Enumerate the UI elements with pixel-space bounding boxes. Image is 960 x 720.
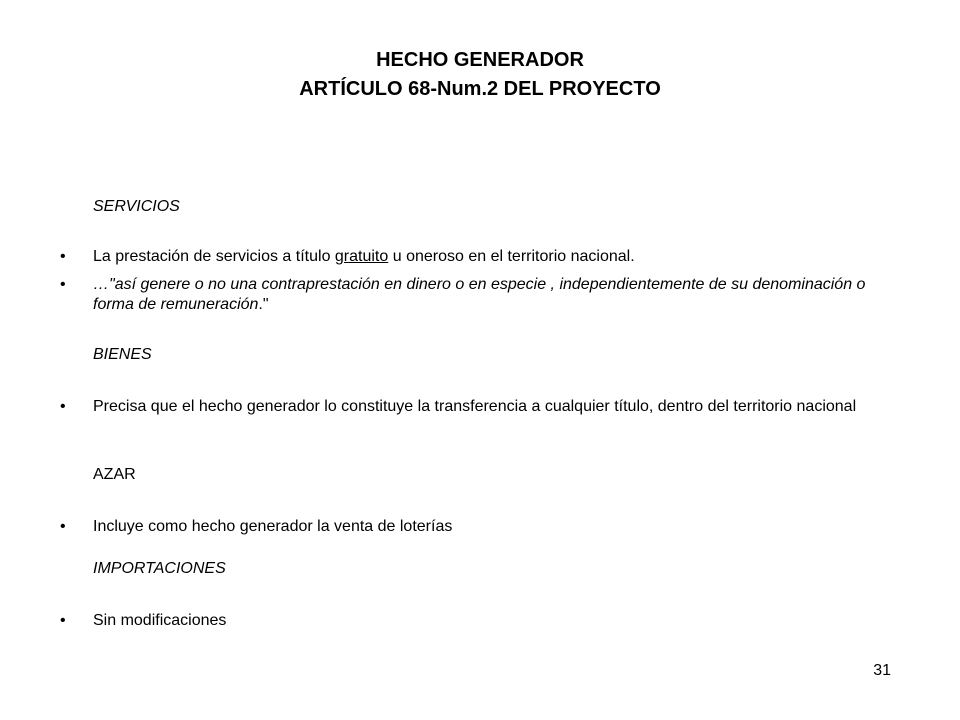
bullet-dot: •	[60, 276, 66, 293]
bullet-text: Sin modificaciones	[93, 612, 227, 629]
bullet-text: Incluye como hecho generador la venta de loterías	[93, 518, 453, 535]
title-line-2: ARTÍCULO 68-Num.2 DEL PROYECTO	[299, 78, 661, 100]
section-heading-bienes: BIENES	[93, 346, 152, 363]
bullet-text: Precisa que el hecho generador lo constituye la transferencia a cualquier título, dentro del territorio nacional	[93, 398, 857, 415]
bullet-text	[93, 247, 883, 267]
underlined-word: gratuito	[334, 248, 389, 265]
bullet-text-part: u oneroso en el territorio nacional.	[388, 248, 635, 265]
bullet-dot: •	[60, 518, 66, 535]
bullet-text-quote	[93, 275, 883, 315]
page-number: 31	[873, 662, 891, 679]
quote-body: así genere o no una contraprestación en dinero o en especie , independientemente de su denominación o forma de remuneración	[93, 276, 866, 313]
slide-title	[0, 46, 960, 104]
quote-open: …"	[93, 276, 115, 293]
title-line-1: HECHO GENERADOR	[376, 49, 584, 71]
section-heading-azar: AZAR	[93, 466, 136, 483]
bullet-dot: •	[60, 248, 66, 265]
bullet-text-part: La prestación de servicios a título	[93, 248, 335, 265]
bullet-dot: •	[60, 398, 66, 415]
bullet-dot: •	[60, 612, 66, 629]
section-heading-servicios: SERVICIOS	[93, 198, 180, 215]
section-heading-importaciones: IMPORTACIONES	[93, 560, 226, 577]
quote-close: ."	[258, 296, 269, 313]
